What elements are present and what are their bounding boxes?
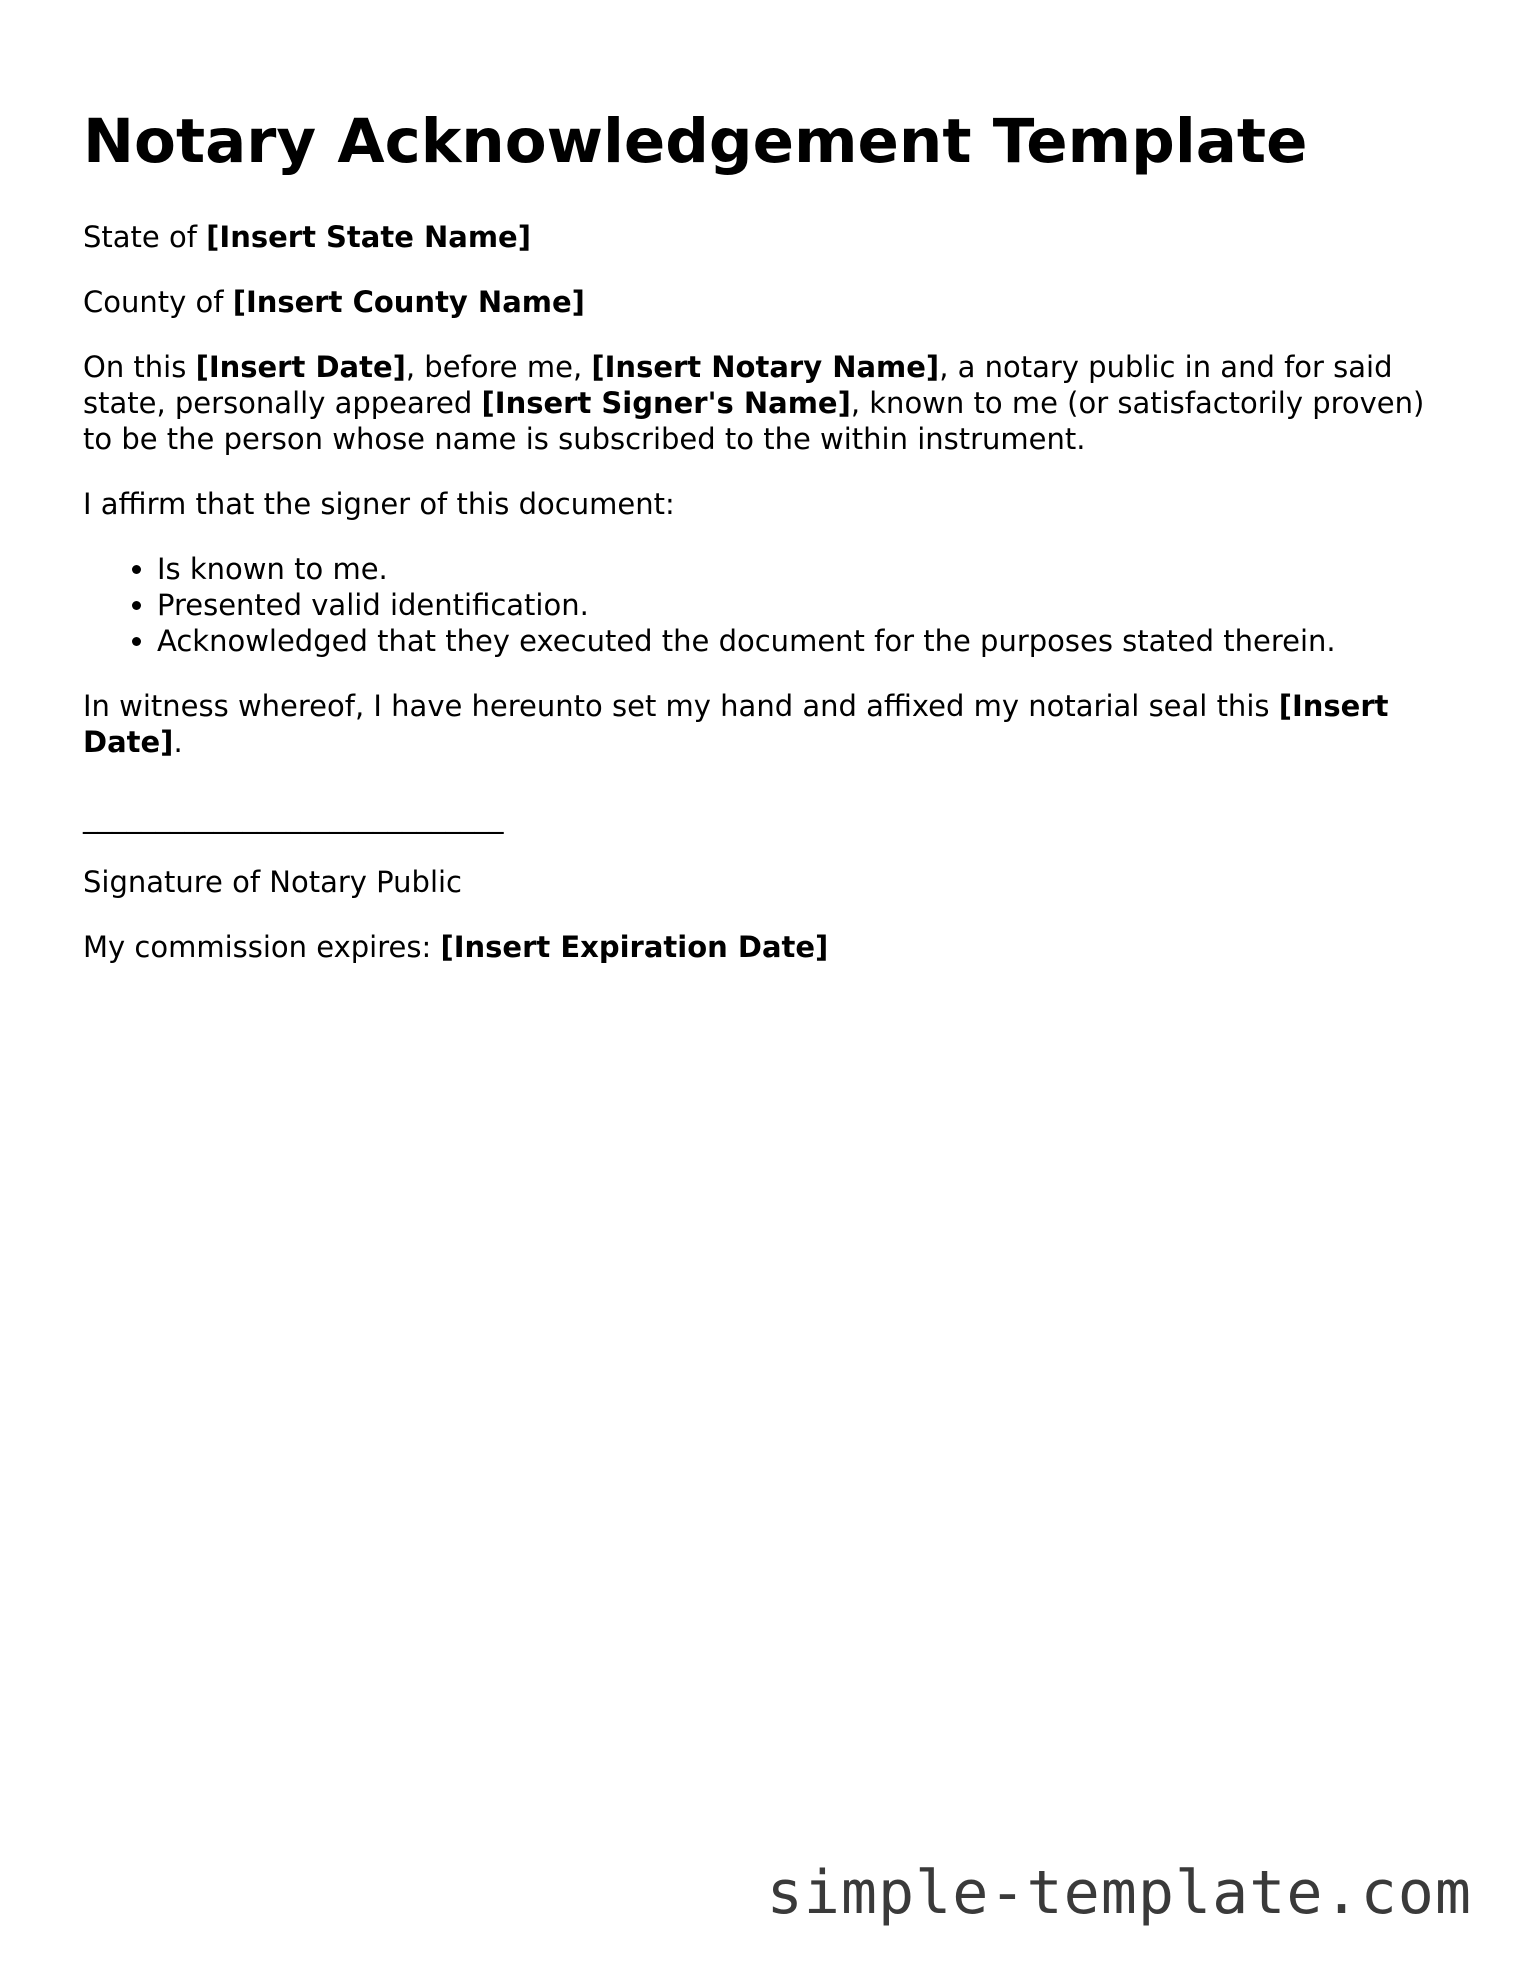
intro-text: , known to me (or satisfactorily proven) to be the person whose name is subscribed to the within instrument. — [83, 386, 1425, 456]
watermark: simple-template.com — [766, 1858, 1472, 1928]
affirm-list — [83, 551, 1443, 659]
signature-label: Signature of Notary Public — [83, 865, 462, 899]
list-item: • Acknowledged that they executed the document for the purposes stated therein. — [157, 623, 1443, 659]
affirm-paragraph: I affirm that the signer of this document: — [83, 487, 675, 521]
signature-line: _____________________________ — [83, 800, 504, 834]
page-title: Notary Acknowledgement Template — [83, 106, 1308, 177]
notary-name-placeholder: [Insert Notary Name] — [591, 350, 940, 384]
state-line — [83, 219, 1443, 255]
intro-text: , a notary public in and for said state, personally appeared — [83, 350, 1393, 420]
signer-name-placeholder: [Insert Signer's Name] — [481, 386, 851, 420]
witness-text: In witness whereof, I have hereunto set my hand and affixed my notarial seal this — [83, 689, 1279, 723]
list-item: • Presented valid identification. — [157, 587, 1443, 623]
expiration-date-placeholder: [Insert Expiration Date] — [440, 930, 829, 964]
intro-text: , before me, — [405, 350, 592, 384]
state-label: State of — [83, 220, 207, 254]
commission-line — [83, 929, 1443, 965]
witness-paragraph — [83, 688, 1443, 760]
witness-text-end: . — [173, 725, 183, 759]
county-placeholder: [Insert County Name] — [232, 285, 585, 319]
county-line — [83, 284, 1443, 320]
county-label: County of — [83, 285, 233, 319]
witness-date-placeholder: [Insert Date] — [83, 689, 1389, 759]
state-placeholder: [Insert State Name] — [206, 220, 531, 254]
list-item: • Is known to me. — [157, 551, 1443, 587]
intro-text: On this — [83, 350, 196, 384]
date-placeholder: [Insert Date] — [195, 350, 406, 384]
commission-label: My commission expires: — [83, 930, 441, 964]
intro-paragraph — [83, 349, 1443, 457]
document-body — [83, 219, 1443, 994]
